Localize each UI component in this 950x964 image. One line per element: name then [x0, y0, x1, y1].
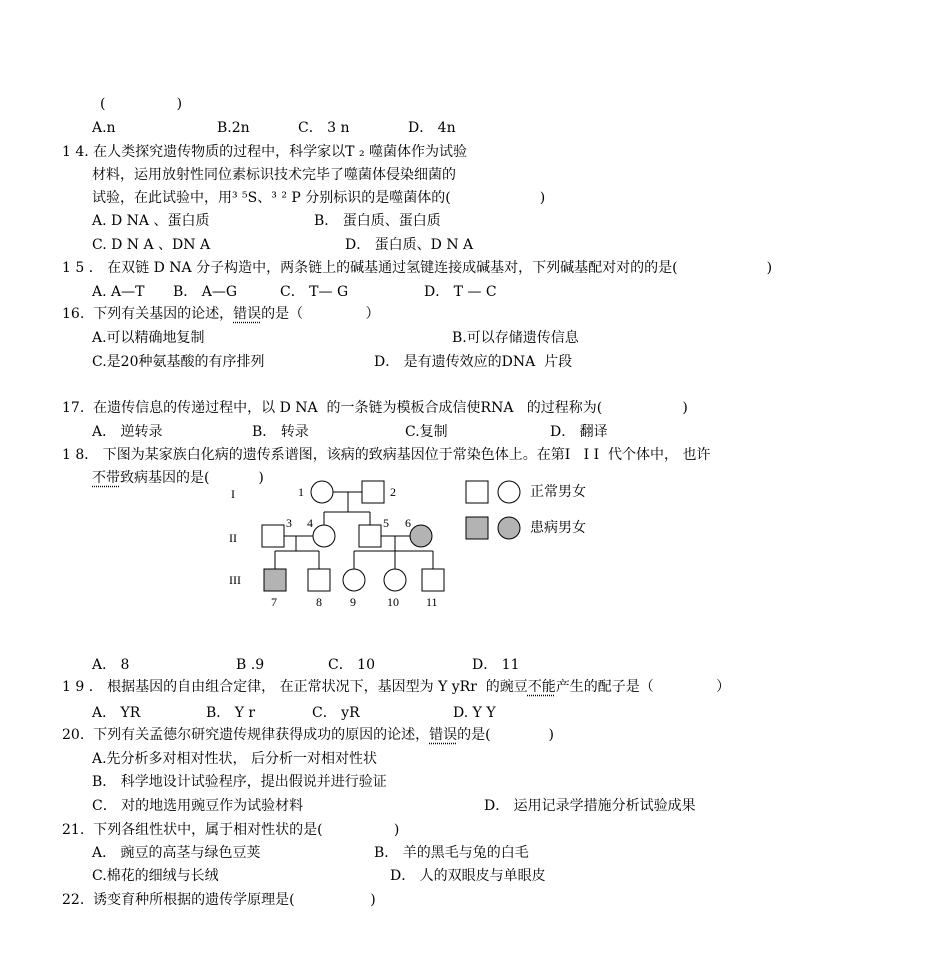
q19-option-a: A． YR [92, 705, 141, 721]
q16-option-c: C.是20种氨基酸的有序排列 [92, 354, 265, 370]
q22-stem: 22. 诱变育种所根据的遗传学原理是( ) [62, 892, 376, 908]
q17-option-c: C.复制 [405, 424, 448, 440]
q16-emphasis: 错误 [233, 306, 262, 322]
q14-stem-line1: 1 4. 在人类探究遗传物质的过程中，科学家以T ₂ 噬菌体作为试验 [62, 144, 468, 160]
q18-option-d: D． 11 [472, 657, 520, 673]
q16-option-d: D． 是有遗传效应的DNA 片段 [374, 354, 573, 370]
q13-option-c: C． 3 n [298, 120, 350, 136]
individual-3-male-normal [262, 525, 284, 547]
q18-stem-line1: 1 8． 下图为某家族白化病的遗传系谱图，该病的致病基因位于常染色体上。在第I I I 代个体中， 也许 [62, 447, 711, 463]
q14-stem-line2: 材料，运用放射性同位素标识技术完毕了噬菌体侵染细菌的 [92, 167, 456, 183]
individual-11-male-normal [422, 569, 444, 591]
q17-option-a: A． 逆转录 [92, 424, 163, 440]
generation-label-ii: II [229, 531, 237, 545]
q14-option-a: A. D NA 、蛋白质 [92, 213, 210, 229]
q16-stem: 16. 下列有关基因的论述，错误的是（ ） [62, 306, 380, 322]
q15-option-c: C． T— G [280, 284, 349, 300]
individual-number-6: 6 [405, 516, 411, 530]
q16-option-b: B.可以存储遗传信息 [452, 330, 579, 346]
individual-10-female-normal [384, 569, 406, 591]
individual-number-4: 4 [307, 516, 313, 530]
q17-option-b: B． 转录 [252, 424, 309, 440]
individual-number-9: 9 [350, 595, 356, 609]
q13-answer-paren: ( ) [100, 96, 183, 112]
q14-stem-line3: 试验，在此试验中，用³ ⁵S、³ ² P 分别标识的是噬菌体的( ) [92, 190, 546, 206]
q21-option-d: D． 人的双眼皮与单眼皮 [390, 868, 546, 884]
q15-option-d: D． T — C [424, 284, 497, 300]
q15-stem: 1 5 ． 在双链 D NA 分子构造中，两条链上的碱基通过氢键连接成碱基对，下列碱基配对对的的是( ) [62, 260, 773, 276]
individual-6-female-affected [410, 525, 432, 547]
q13-option-b: B.2n [217, 120, 250, 136]
q18-option-b: B .9 [236, 657, 265, 673]
q19-option-b: B． Y r [206, 705, 256, 721]
legend-normal-label: 正常男女 [530, 484, 586, 500]
q18-emphasis: 不带 [92, 470, 120, 486]
q15-option-a: A. A—T [92, 284, 145, 300]
q18-option-a: A． 8 [92, 657, 130, 673]
q13-option-d: D． 4n [408, 120, 456, 136]
individual-number-3: 3 [286, 516, 292, 530]
q20-stem: 20. 下列有关孟德尔研究遗传规律获得成功的原因的论述，错误的是( ) [62, 727, 554, 743]
individual-5-male-normal [359, 525, 381, 547]
q16-option-a: A.可以精确地复制 [92, 330, 205, 346]
q17-stem: 17. 在遗传信息的传递过程中，以 D NA 的一条链为模板合成信使RNA 的过程称为( ) [62, 400, 688, 416]
q20-option-d: D． 运用记录学措施分析试验成果 [484, 798, 696, 814]
individual-7-male-affected [264, 569, 286, 591]
q17-option-d: D． 翻译 [550, 424, 608, 440]
generation-label-i: I [231, 487, 235, 501]
q21-option-c: C.棉花的细绒与长绒 [92, 868, 219, 884]
legend-normal-female-symbol [498, 481, 520, 503]
individual-number-1: 1 [298, 485, 304, 499]
q20-option-a: A.先分析多对相对性状， 后分析一对相对性状 [92, 751, 378, 767]
individual-number-11: 11 [426, 595, 438, 609]
individual-number-8: 8 [316, 595, 322, 609]
legend-affected-female-symbol [498, 517, 520, 539]
individual-4-female-normal [313, 525, 335, 547]
individual-number-7: 7 [271, 595, 277, 609]
individual-9-female-normal [343, 569, 365, 591]
q21-stem: 21. 下列各组性状中，属于相对性状的是( ) [62, 822, 400, 838]
q19-option-d: D. Y Y [453, 705, 496, 721]
q20-option-b: B． 科学地设计试验程序，提出假说并进行验证 [92, 774, 387, 790]
legend-affected-male-symbol [466, 517, 488, 539]
q21-option-a: A． 豌豆的高茎与绿色豆荚 [92, 845, 261, 861]
individual-number-10: 10 [387, 595, 399, 609]
q13-option-a: A.n [92, 120, 116, 136]
individual-2-male-normal [362, 481, 384, 503]
individual-1-female-normal [311, 481, 333, 503]
q14-option-c: C. D N A 、DN A [92, 237, 211, 253]
q20-option-c: C． 对的地选用豌豆作为试验材料 [92, 798, 304, 814]
q14-option-b: B． 蛋白质、蛋白质 [314, 213, 441, 229]
q19-emphasis: 不能 [527, 679, 556, 695]
q19-stem: 1 9 ． 根据基因的自由组合定律， 在正常状况下，基因型为 Y yRr 的豌豆不能产生的配子是（ ） [62, 679, 731, 695]
q18-stem-line2: 不带致病基因的是( ) [92, 470, 264, 486]
q19-option-c: C． yR [312, 705, 360, 721]
q20-emphasis: 错误 [429, 727, 458, 743]
legend-normal-male-symbol [466, 481, 488, 503]
legend-affected-label: 患病男女 [530, 520, 586, 536]
q18-option-c: C． 10 [328, 657, 375, 673]
generation-label-iii: III [229, 573, 241, 587]
q15-option-b: B． A—G [173, 284, 238, 300]
individual-8-male-normal [308, 569, 330, 591]
q14-option-d: D． 蛋白质、D N A [345, 237, 474, 253]
individual-number-5: 5 [383, 516, 389, 530]
individual-number-2: 2 [390, 485, 396, 499]
q21-option-b: B． 羊的黑毛与兔的白毛 [374, 845, 529, 861]
